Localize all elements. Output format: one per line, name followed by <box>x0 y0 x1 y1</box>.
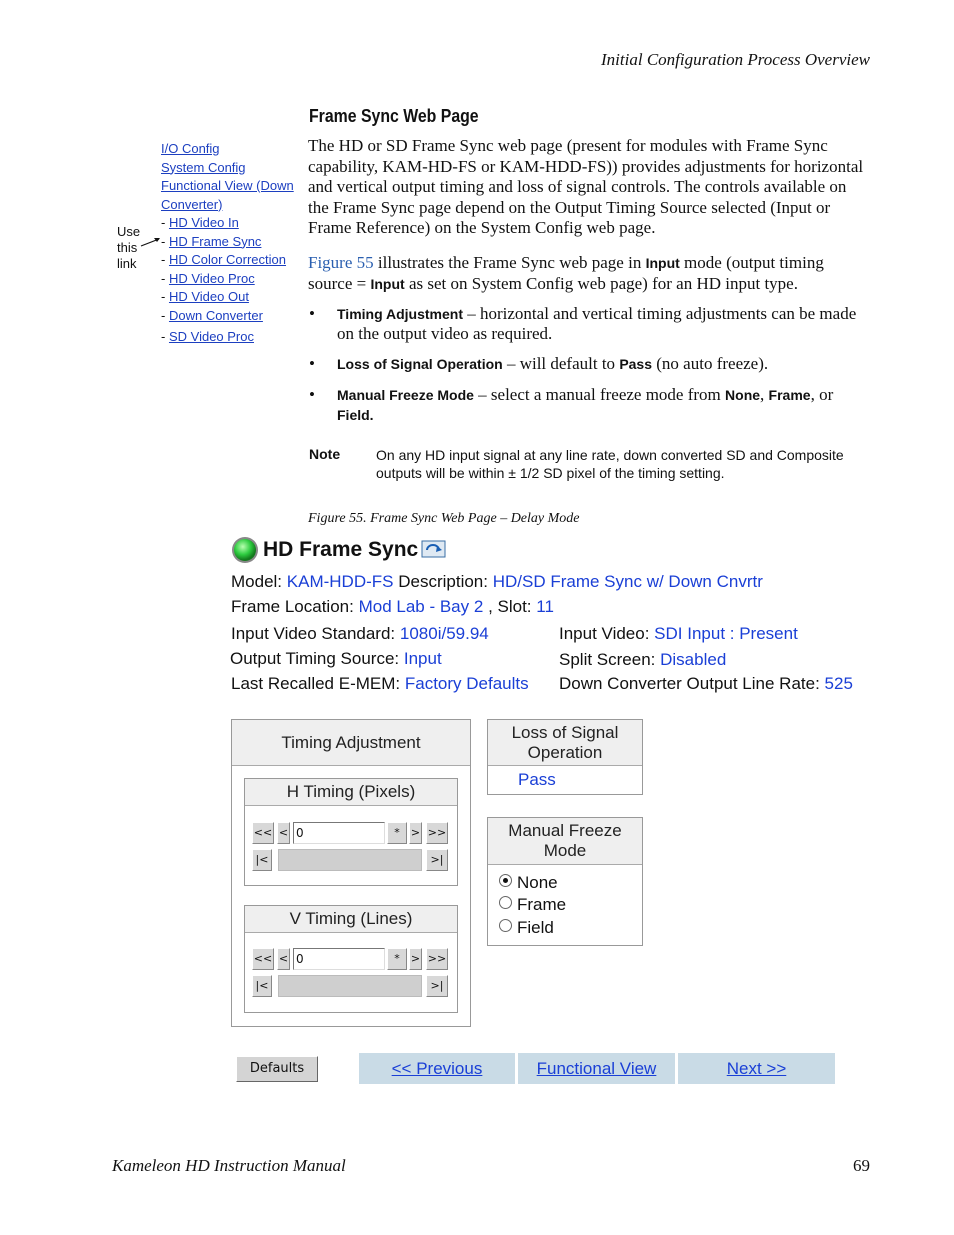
description-value: HD/SD Frame Sync w/ Down Cnvrtr <box>492 572 763 591</box>
manual-freeze-title: Manual Freeze Mode <box>488 818 642 865</box>
callout-arrow-icon <box>140 234 162 248</box>
functional-view-link[interactable]: Functional View <box>536 1059 657 1078</box>
note-label: Note <box>309 446 341 462</box>
nav-link-io-config[interactable]: I/O Config <box>161 141 220 156</box>
radio-selected-icon[interactable] <box>499 874 512 887</box>
page-number: 69 <box>853 1156 870 1175</box>
bullet-text: . <box>369 407 374 423</box>
h-reset-button[interactable]: * <box>387 822 407 844</box>
location-value: Mod Lab - Bay 2 <box>358 597 484 616</box>
nav-dash: - <box>161 329 166 344</box>
paragraph-1: The HD or SD Frame Sync web page (present for modules with Frame Sync capability, KAM-HD-FS or KAM-HDD-FS)) provides adjustments for horizontal and vertical output timing and loss of signal controls. The controls available on the Frame Sync page depend on the Output Timing Source selected (Input or Frame Reference) on the System Config web page. <box>308 136 864 237</box>
bullet-text: – select a manual freeze mode from <box>473 385 726 404</box>
note-text: On any HD input signal at any line rate, down converted SD and Composite outputs will be within ± 1/2 SD pixel of the timing setting. <box>376 447 844 481</box>
h-step-forward-button[interactable]: > <box>409 822 422 844</box>
paragraph-2 <box>308 253 870 294</box>
model-value: KAM-HDD-FS <box>286 572 394 591</box>
v-max-button[interactable]: >| <box>426 975 448 997</box>
radio-label: Frame <box>517 895 567 914</box>
callout-line: Use <box>117 224 141 239</box>
dc-line-rate-value: 525 <box>824 674 853 693</box>
v-step-forward-large-button[interactable]: >> <box>426 948 448 970</box>
field-label: Description: <box>398 572 488 591</box>
nav-link-hd-video-out[interactable]: HD Video Out <box>168 289 249 304</box>
section-title: Frame Sync Web Page <box>309 106 479 126</box>
figure-reference-link[interactable]: Figure 55 <box>308 253 374 272</box>
timing-adjustment-panel <box>231 719 471 1027</box>
next-link[interactable]: Next >> <box>726 1059 787 1078</box>
figure-caption: Figure 55. Frame Sync Web Page – Delay Mode <box>308 511 580 526</box>
slot-value: 11 <box>536 597 554 616</box>
field-label: , Slot: <box>488 597 532 616</box>
nav-dash: - <box>161 307 166 323</box>
h-timing-title: H Timing (Pixels) <box>245 779 457 806</box>
bullet-bold: Loss of Signal Operation <box>337 356 503 372</box>
nav-link-hd-color-correction[interactable]: HD Color Correction <box>168 252 287 267</box>
emem-row <box>231 674 529 694</box>
v-timing-input[interactable]: 0 <box>293 948 385 970</box>
refresh-icon[interactable] <box>421 540 446 558</box>
emem-value: Factory Defaults <box>404 674 529 693</box>
v-timing-title: V Timing (Lines) <box>245 906 457 933</box>
field-label: Input Video: <box>559 624 650 643</box>
bullet-bold: Frame <box>768 387 811 403</box>
h-max-button[interactable]: >| <box>426 849 448 871</box>
nav-link-sd-video-proc[interactable]: SD Video Proc <box>168 329 254 344</box>
callout-label <box>117 224 140 272</box>
field-label: Frame Location: <box>231 597 354 616</box>
page-header: Initial Configuration Process Overview <box>601 50 870 69</box>
nav-dash: - <box>161 215 166 230</box>
output-timing-value: Input <box>403 649 442 668</box>
field-label: Output Timing Source: <box>230 649 400 668</box>
previous-link[interactable]: << Previous <box>391 1059 483 1078</box>
loss-of-signal-value[interactable]: Pass <box>518 770 556 789</box>
nav-link-hd-frame-sync[interactable]: HD Frame Sync <box>168 233 262 249</box>
h-step-back-large-button[interactable]: << <box>252 822 274 844</box>
input-standard-row <box>231 624 489 644</box>
callout-line: link <box>117 256 137 271</box>
radio-unselected-icon[interactable] <box>499 896 512 909</box>
freeze-option-none[interactable] <box>499 873 558 893</box>
v-timing-slider[interactable] <box>278 975 422 997</box>
split-screen-row <box>559 650 726 670</box>
nav-dash: - <box>161 289 166 304</box>
bullet-bold: Timing Adjustment <box>337 306 463 322</box>
bullet-bold: Field <box>337 407 370 423</box>
bullet-text: , <box>760 385 769 404</box>
loss-of-signal-panel <box>487 719 643 795</box>
para-text: mode (output timing source = <box>308 253 824 293</box>
v-timing-panel <box>244 905 458 1013</box>
field-label: Input Video Standard: <box>231 624 396 643</box>
nav-link-functional-view-cont[interactable]: Converter) <box>161 196 223 212</box>
nav-dash: - <box>161 252 166 267</box>
v-reset-button[interactable]: * <box>387 948 407 970</box>
para-text: as set on System Config web page) for an HD input type. <box>404 273 798 293</box>
input-standard-value: 1080i/59.94 <box>399 624 489 643</box>
para-text: illustrates the Frame Sync web page in <box>373 253 646 272</box>
h-timing-slider[interactable] <box>278 849 422 871</box>
bullet-text: , or <box>810 385 834 404</box>
status-led-icon <box>230 535 260 565</box>
nav-link-hd-video-in[interactable]: HD Video In <box>168 215 239 230</box>
callout-line: this <box>117 240 138 255</box>
nav-dash: - <box>161 233 166 249</box>
bullet-text: – will default to <box>502 354 620 373</box>
nav-link-list <box>161 140 294 347</box>
bullet-text: – horizontal and vertical timing adjustments can be made on the output video as required. <box>337 304 857 343</box>
bullet-bold: None <box>725 387 761 403</box>
radio-label: Field <box>517 918 554 937</box>
para-bold: Input <box>645 255 680 271</box>
nav-link-hd-video-proc[interactable]: HD Video Proc <box>168 270 255 286</box>
loss-of-signal-title: Loss of Signal Operation <box>488 720 642 766</box>
bullet-text: (no auto freeze). <box>652 354 769 373</box>
output-timing-row <box>230 649 442 669</box>
nav-link-functional-view[interactable]: Functional View (Down <box>161 178 294 193</box>
nav-dash: - <box>161 270 166 286</box>
input-video-value: SDI Input : Present <box>654 624 798 643</box>
defaults-button[interactable]: Defaults <box>236 1056 318 1082</box>
radio-unselected-icon[interactable] <box>499 919 512 932</box>
h-min-button[interactable]: |< <box>252 849 272 871</box>
input-video-row <box>559 624 798 644</box>
v-min-button[interactable]: |< <box>252 975 272 997</box>
bullet-dot-icon: • <box>309 354 315 373</box>
field-label: Model: <box>231 572 283 591</box>
h-timing-panel <box>244 778 458 886</box>
field-label: Split Screen: <box>559 650 656 669</box>
para-bold: Input <box>370 275 405 292</box>
v-step-back-button[interactable]: < <box>277 948 290 970</box>
h-step-forward-large-button[interactable]: >> <box>426 822 448 844</box>
v-step-back-large-button[interactable]: << <box>252 948 274 970</box>
bullet-dot-icon: • <box>309 304 315 323</box>
model-row <box>231 572 763 592</box>
next-nav[interactable] <box>678 1053 835 1084</box>
nav-link-system-config[interactable]: System Config <box>161 159 246 175</box>
split-screen-value: Disabled <box>660 650 727 669</box>
dc-line-rate-row <box>559 674 853 694</box>
freeze-option-field[interactable] <box>499 918 554 938</box>
bullet-bold: Manual Freeze Mode <box>337 387 474 403</box>
bullet-dot-icon: • <box>309 385 315 404</box>
timing-adjustment-title: Timing Adjustment <box>232 720 470 766</box>
field-label: Last Recalled E-MEM: <box>231 674 401 693</box>
freeze-option-frame[interactable] <box>499 895 566 915</box>
functional-view-nav[interactable] <box>518 1053 675 1084</box>
v-step-forward-button[interactable]: > <box>409 948 422 970</box>
webpage-title: HD Frame Sync <box>263 538 419 561</box>
h-step-back-button[interactable]: < <box>277 822 290 844</box>
previous-nav[interactable] <box>359 1053 515 1084</box>
radio-label: None <box>517 873 558 892</box>
field-label: Down Converter Output Line Rate: <box>559 674 820 693</box>
bullet-bold: Pass <box>619 356 653 372</box>
h-timing-input[interactable]: 0 <box>293 822 385 844</box>
location-row <box>231 597 554 617</box>
nav-link-down-converter[interactable]: Down Converter <box>168 307 263 323</box>
footer-manual-title: Kameleon HD Instruction Manual <box>112 1156 346 1175</box>
